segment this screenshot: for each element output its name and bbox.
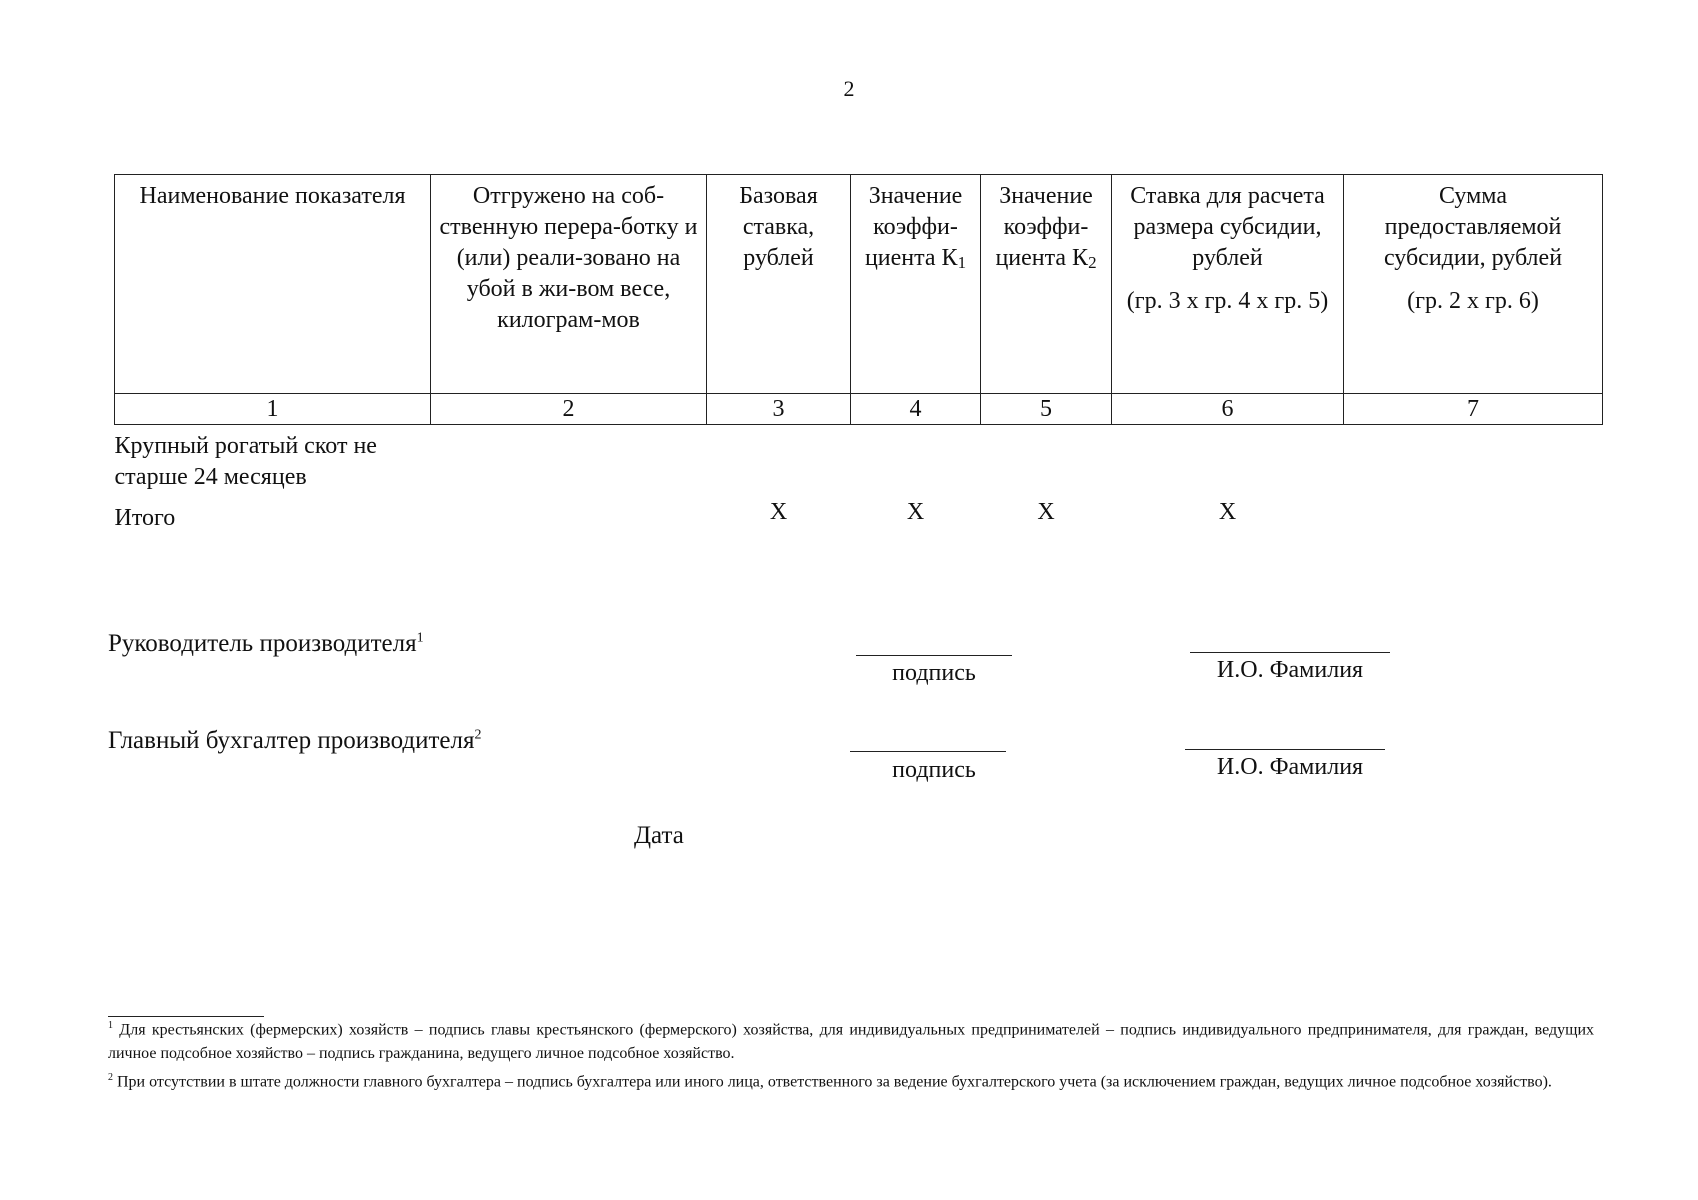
header-base-rate: Базовая ставка, рублей <box>707 175 851 394</box>
table-cell <box>851 425 981 494</box>
page-number: 2 <box>843 76 855 101</box>
signature-role-head: Руководитель производителя$^1$ <box>108 630 424 657</box>
k2-subscript: 2 <box>1088 253 1097 272</box>
row-label-cattle: Крупный рогатый скот не старше 24 месяцев <box>114 433 377 490</box>
column-number: 6 <box>1112 394 1344 425</box>
date-label: Дата <box>634 822 684 849</box>
name-caption: И.О. Фамилия <box>1216 754 1364 780</box>
header-indicator-name: Наименование показателя <box>115 175 431 394</box>
footnotes <box>108 1014 1594 1095</box>
column-number: 3 <box>707 394 851 425</box>
table-cell <box>431 425 707 494</box>
row-label-total: Итого <box>114 505 176 531</box>
table-cell <box>981 425 1112 494</box>
signature-line <box>850 751 1006 752</box>
header-subsidy-amount: Сумма предоставляемой субсидии, рублей (гр. 2 x гр. 6) <box>1344 175 1603 394</box>
column-number: 7 <box>1344 394 1603 425</box>
subsidy-rate-formula: (гр. 3 x гр. 4 x гр. 5) <box>1126 288 1329 314</box>
header-subsidy-rate: Ставка для расчета размера субсидии, рублей (гр. 3 x гр. 4 x гр. 5) <box>1112 175 1344 394</box>
name-caption: И.О. Фамилия <box>1216 657 1364 683</box>
footnote-ref: 2 <box>474 727 482 743</box>
subsidy-amount-formula: (гр. 2 x гр. 6) <box>1407 288 1539 314</box>
table-cell <box>707 425 851 494</box>
signature-role-accountant: Главный бухгалтер производителя$^2$ <box>108 727 482 754</box>
header-coefficient-k2: Значение коэффи-циента К2 <box>981 175 1112 394</box>
footnote-2: $^2$ При отсутствии в штате должности главного бухгалтера – подпись бухгалтера или иного лица, ответственного за ведение бухгалтерского учета (за исключением граждан, ведущих личное подсобное хозяйство). <box>108 1072 1552 1091</box>
column-number: 5 <box>981 394 1112 425</box>
signature-caption: подпись <box>892 757 976 783</box>
table-cell <box>1344 493 1603 534</box>
column-number: 1 <box>115 394 431 425</box>
table-row <box>115 425 1603 494</box>
header-coefficient-k1: Значение коэффи-циента К1 <box>851 175 981 394</box>
name-line <box>1190 652 1390 653</box>
table-cell <box>1344 425 1603 494</box>
x-mark: X <box>769 499 788 525</box>
footnote-ref: 1 <box>416 630 424 646</box>
signature-line <box>856 655 1012 656</box>
column-number-row <box>115 394 1603 425</box>
table-cell <box>1112 425 1344 494</box>
name-line <box>1185 749 1385 750</box>
x-mark: X <box>1218 499 1237 525</box>
footnote-1: $^1$ Для крестьянских (фермерских) хозяйств – подпись главы крестьянского (фермерского) хозяйства, для индивидуальных предпринимателей – подпись индивидуального предпринимателя, для граждан, ведущих личное подсобное хозяйство – подпись гражданина, ведущего личное подсобное хозяйство. <box>108 1020 1595 1063</box>
k1-subscript: 1 <box>957 253 967 272</box>
subsidy-calculation-table <box>114 174 1603 534</box>
x-mark: X <box>906 499 925 525</box>
x-mark: X <box>1037 499 1055 525</box>
signature-caption: подпись <box>892 660 976 686</box>
table-cell <box>431 493 707 534</box>
header-row <box>115 175 1603 394</box>
column-number: 2 <box>431 394 707 425</box>
column-number: 4 <box>851 394 981 425</box>
header-shipped-weight: Отгружено на соб-ственную перера-ботку и (или) реали-зовано на убой в жи-вом весе, килограм-мов <box>431 175 707 394</box>
table-row-total <box>115 493 1603 534</box>
